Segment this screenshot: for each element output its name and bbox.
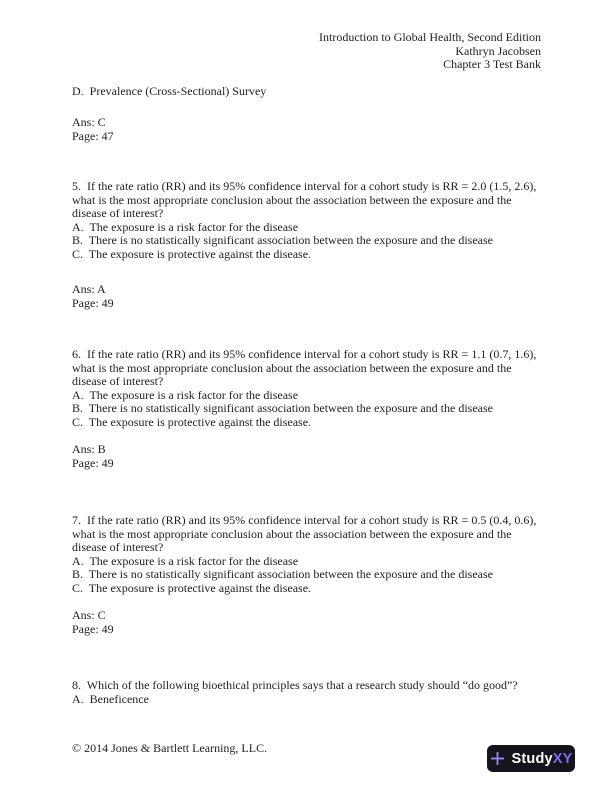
header-author: Kathryn Jacobsen	[455, 43, 541, 58]
page-ref-line: Page: 49	[72, 295, 114, 310]
question-7	[72, 514, 536, 595]
plus-icon	[489, 750, 506, 767]
option-c: C. The exposure is protective against the disease.	[72, 580, 312, 595]
option-d: D. Prevalence (Cross-Sectional) Survey	[72, 84, 267, 98]
option-c: C. The exposure is protective against the disease.	[72, 414, 312, 429]
option-a: A. The exposure is a risk factor for the disease	[72, 553, 299, 568]
question-stem-line: what is the most appropriate conclusion about the association between the exposure and the	[72, 360, 512, 375]
brand-xy: XY	[552, 750, 573, 767]
brand-study: Study	[511, 750, 553, 767]
page-header	[319, 31, 541, 72]
answer-line: Ans: C	[72, 115, 106, 129]
question-stem-line: what is the most appropriate conclusion about the association between the exposure and the	[72, 192, 512, 207]
footer-copyright	[72, 742, 267, 756]
answer-block-q6	[72, 443, 114, 470]
answer-block-q7	[72, 609, 114, 636]
option-b: B. There is no statistically significant association between the exposure and the disease	[72, 567, 493, 581]
prior-answer-block	[72, 116, 114, 143]
prior-question-option-d	[72, 85, 266, 99]
option-a: A. Beneficence	[72, 691, 149, 706]
question-stem-line: 8. Which of the following bioethical principles says that a research study should “do good”?	[72, 678, 518, 692]
answer-line: Ans: B	[72, 442, 106, 456]
option-c: C. The exposure is protective against the disease.	[72, 246, 312, 261]
question-6	[72, 348, 536, 429]
header-chapter: Chapter 3 Test Bank	[443, 57, 541, 71]
question-stem-line: disease of interest?	[72, 206, 164, 220]
page-ref-line: Page: 49	[72, 455, 114, 470]
question-stem-line: what is the most appropriate conclusion about the association between the exposure and the	[72, 526, 512, 541]
question-stem-line: disease of interest?	[72, 540, 164, 554]
option-b: B. There is no statistically significant association between the exposure and the disease	[72, 233, 493, 247]
option-a: A. The exposure is a risk factor for the disease	[72, 387, 299, 402]
option-b: B. There is no statistically significant association between the exposure and the disease	[72, 401, 493, 415]
question-8	[72, 679, 518, 706]
option-a: A. The exposure is a risk factor for the disease	[72, 219, 299, 234]
answer-block-q5	[72, 283, 114, 310]
answer-line: Ans: A	[72, 282, 106, 296]
copyright-text: © 2014 Jones & Bartlett Learning, LLC.	[72, 741, 268, 755]
studyxy-wordmark	[511, 751, 572, 767]
question-5	[72, 180, 536, 261]
page-ref-line: Page: 47	[72, 128, 114, 143]
question-stem-line: disease of interest?	[72, 374, 164, 388]
page-ref-line: Page: 49	[72, 621, 114, 636]
studyxy-logo-badge	[487, 745, 575, 772]
question-stem-line: 6. If the rate ratio (RR) and its 95% confidence interval for a cohort study is RR = 1.1 (0.7, 1.6),	[72, 347, 537, 361]
question-stem-line: 5. If the rate ratio (RR) and its 95% confidence interval for a cohort study is RR = 2.0 (1.5, 2.6),	[72, 179, 537, 193]
question-stem-line: 7. If the rate ratio (RR) and its 95% confidence interval for a cohort study is RR = 0.5 (0.4, 0.6),	[72, 513, 537, 527]
answer-line: Ans: C	[72, 608, 106, 622]
header-book-title: Introduction to Global Health, Second Edition	[319, 30, 541, 44]
